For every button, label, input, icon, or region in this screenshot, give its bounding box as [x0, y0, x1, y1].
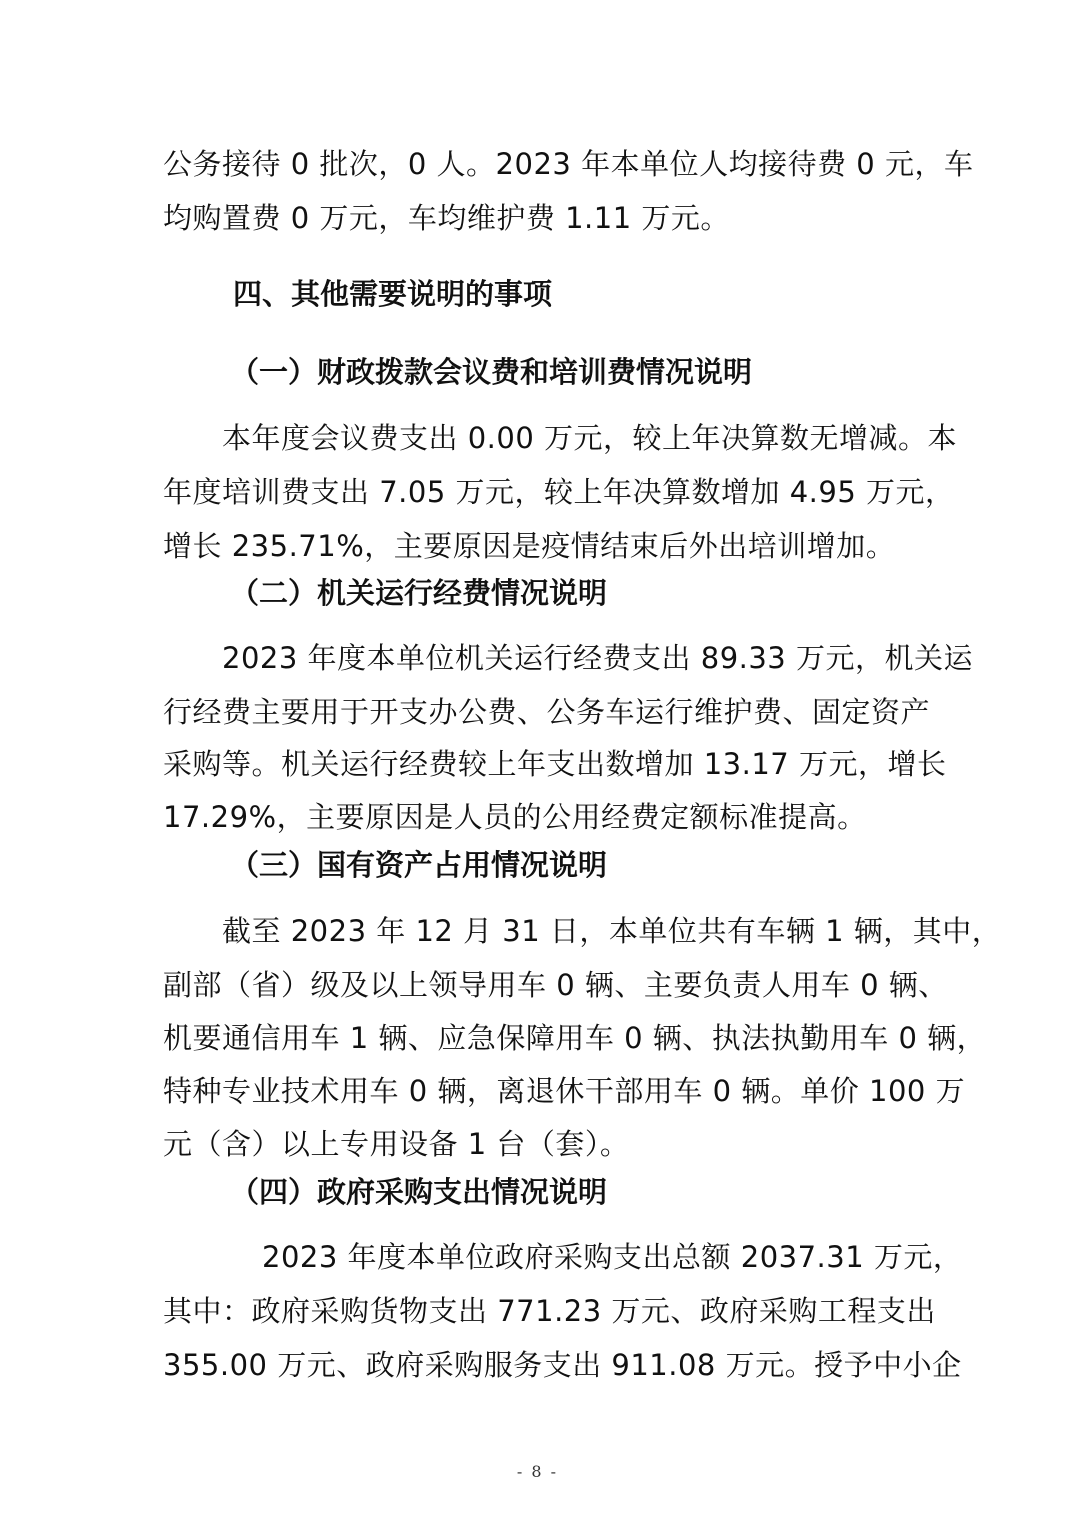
- page-number: - 8 -: [516, 1462, 559, 1481]
- paragraph-line: 2023 年度本单位政府采购支出总额 2037.31 万元，: [262, 1240, 963, 1274]
- paragraph-line: 特种专业技术用车 0 辆，离退休干部用车 0 辆。单价 100 万: [163, 1074, 966, 1108]
- subsection-heading: （四）政府采购支出情况说明: [230, 1175, 608, 1209]
- paragraph-line: 本年度会议费支出 0.00 万元，较上年决算数无增减。本: [222, 421, 958, 455]
- paragraph-line: 其中：政府采购货物支出 771.23 万元、政府采购工程支出: [163, 1294, 936, 1328]
- paragraph-line: 增长 235.71%，主要原因是疫情结束后外出培训增加。: [163, 529, 896, 563]
- paragraph-line: 17.29%，主要原因是人员的公用经费定额标准提高。: [163, 800, 867, 834]
- paragraph-line: 采购等。机关运行经费较上年支出数增加 13.17 万元，增长: [163, 747, 947, 781]
- intro-line: 均购置费 0 万元，车均维护费 1.11 万元。: [163, 201, 730, 235]
- paragraph-line: 行经费主要用于开支办公费、公务车运行维护费、固定资产: [163, 695, 931, 729]
- subsection-heading: （二）机关运行经费情况说明: [230, 576, 608, 610]
- paragraph-line: 年度培训费支出 7.05 万元，较上年决算数增加 4.95 万元，: [163, 475, 955, 509]
- paragraph-line: 机要通信用车 1 辆、应急保障用车 0 辆、执法执勤用车 0 辆，: [163, 1021, 987, 1055]
- section-heading: 四、其他需要说明的事项: [233, 277, 553, 311]
- paragraph-line: 副部（省）级及以上领导用车 0 辆、主要负责人用车 0 辆、: [163, 968, 948, 1002]
- paragraph-line: 元（含）以上专用设备 1 台（套）。: [163, 1127, 630, 1161]
- subsection-heading: （三）国有资产占用情况说明: [230, 848, 608, 882]
- paragraph-line: 截至 2023 年 12 月 31 日，本单位共有车辆 1 辆，其中，: [222, 914, 1002, 948]
- paragraph-line: 355.00 万元、政府采购服务支出 911.08 万元。授予中小企: [163, 1348, 962, 1382]
- subsection-heading: （一）财政拨款会议费和培训费情况说明: [230, 355, 753, 389]
- intro-line: 公务接待 0 批次，0 人。2023 年本单位人均接待费 0 元，车: [163, 147, 974, 181]
- paragraph-line: 2023 年度本单位机关运行经费支出 89.33 万元，机关运: [222, 641, 973, 675]
